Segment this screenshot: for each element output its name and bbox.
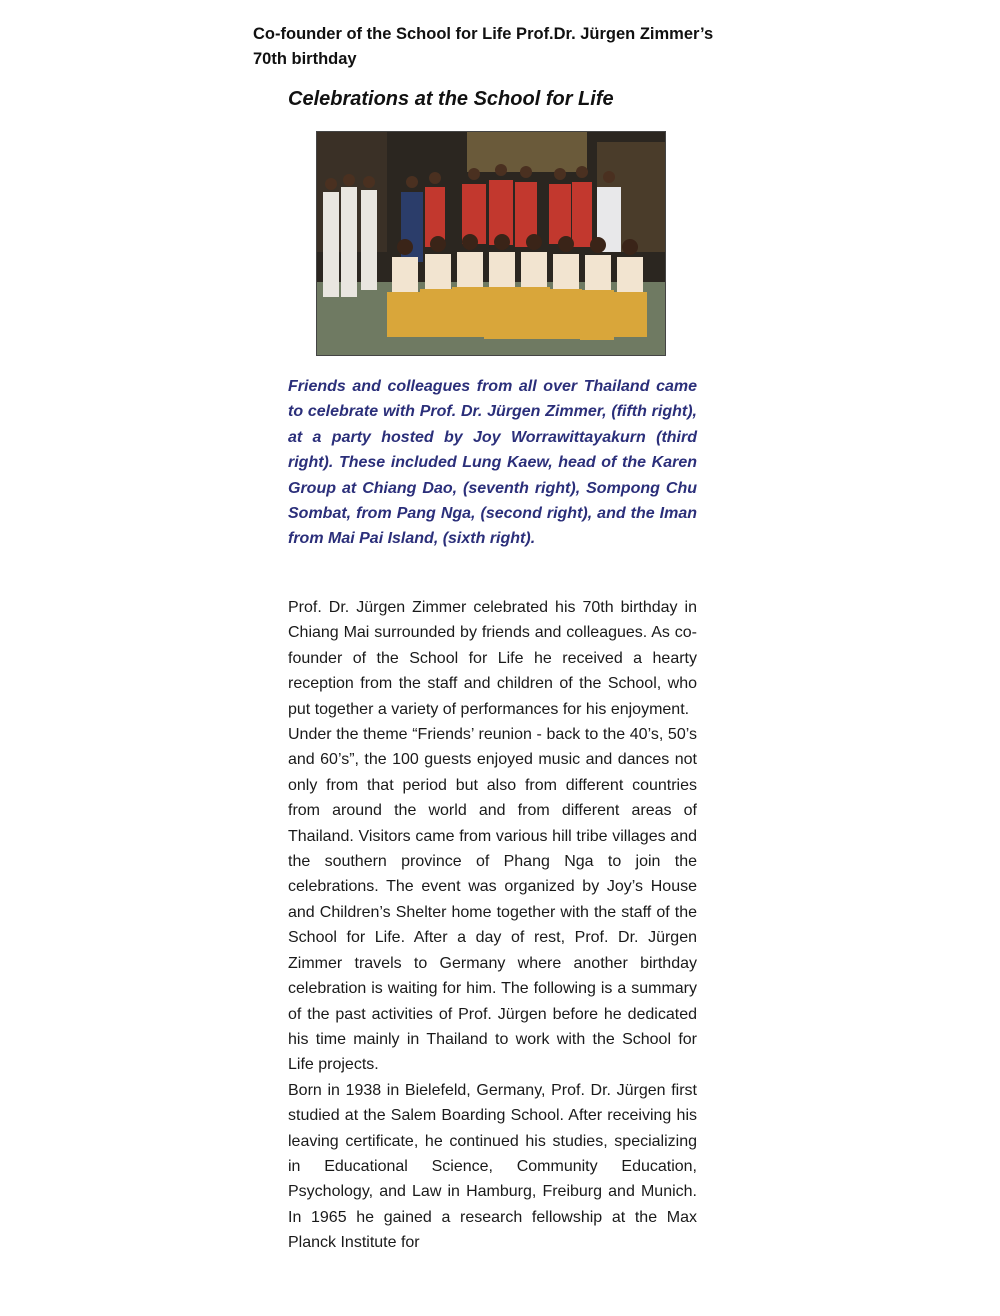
section-subtitle: Celebrations at the School for Life — [288, 88, 614, 110]
article-header — [253, 22, 743, 72]
article-body — [288, 595, 697, 1256]
body-paragraph-1: Prof. Dr. Jürgen Zimmer celebrated his 70th birthday in Chiang Mai surrounded by friends and colleagues. As co-founder of the School for Life he received a hearty reception from the staff and children of the School, who put together a variety of performances for his enjoyment. — [288, 599, 697, 718]
photo-caption: Friends and colleagues from all over Thailand came to celebrate with Prof. Dr. Jürgen Zimmer, (fifth right), at a party hosted by Joy Worrawittayakurn (third right). These included Lung Kaew, head of the Karen Group at Chiang Dao, (seventh right), Sompong Chu Sombat, from Pang Nga, (second right), and the Iman from Mai Pai Island, (sixth right). — [288, 378, 697, 548]
body-paragraph-3: Born in 1938 in Bielefeld, Germany, Prof. Dr. Jürgen first studied at the Salem Boarding School. After receiving his leaving certificate, he continued his studies, specializing in Educational Science, Community Education, Psychology, and Law in Hamburg, Freiburg and Munich. In 1965 he gained a research fellowship at the Max Planck Institute for — [288, 1081, 697, 1252]
body-paragraph-2: Under the theme “Friends’ reunion - back to the 40’s, 50’s and 60’s”, the 100 guests enjoyed music and dances not only from that period but also from different countries from around the world and from different areas of Thailand. Visitors came from various hill tribe villages and the southern province of Phang Nga to join the celebrations. The event was organized by Joy’s House and Children’s Shelter home together with the staff of the School for Life. After a day of rest, Prof. Dr. Jürgen Zimmer travels to Germany where another birthday celebration is waiting for him. The following is a summary of the past activities of Prof. Jürgen before he dedicated his time mainly in Thailand to work with the School for Life projects. — [288, 726, 697, 1074]
header-title-line1: Co-founder of the School for Life Prof.Dr. Jürgen Zimmer’s — [253, 25, 714, 43]
group-photo-icon — [317, 132, 665, 355]
header-title-line2: 70th birthday — [253, 50, 357, 68]
group-photo — [316, 131, 666, 356]
